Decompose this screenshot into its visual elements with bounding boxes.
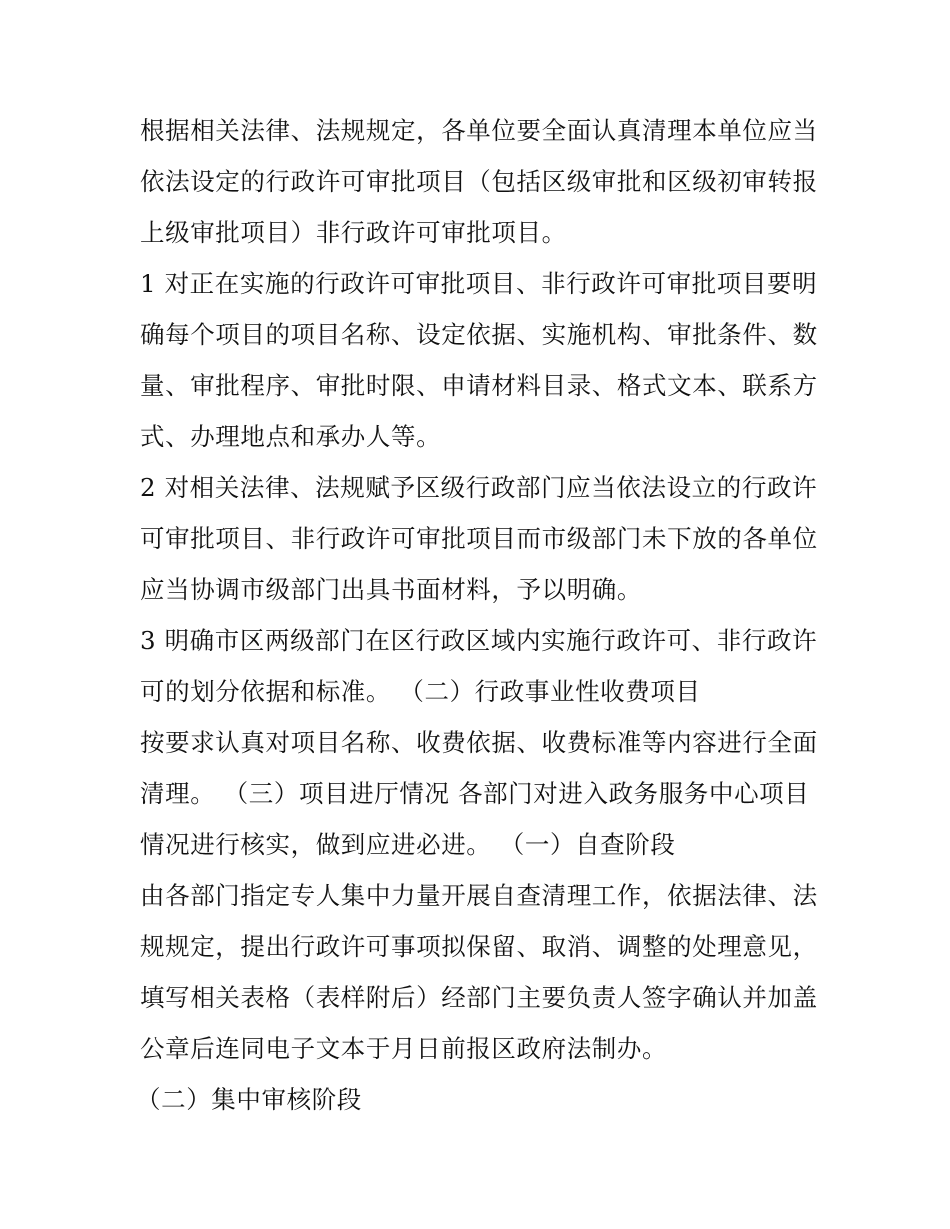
text-line-5: 确每个项目的项目名称、设定依据、实施机构、审批条件、数 <box>140 320 818 349</box>
text-line-11: 3 明确市区两级部门在区行政区域内实施行政许可、非行政许 <box>140 626 818 655</box>
text-line-12: 可的划分依据和标准。 （二）行政事业性收费项目 <box>140 677 701 706</box>
text-line-14: 清理。 （三）项目进厅情况 各部门对进入政务服务中心项目 <box>140 779 810 808</box>
text-line-1: 根据相关法律、法规规定，各单位要全面认真清理本单位应当 <box>140 116 818 145</box>
text-line-13: 按要求认真对项目名称、收费依据、收费标准等内容进行全面 <box>140 728 818 757</box>
text-line-9: 可审批项目、非行政许可审批项目而市级部门未下放的各单位 <box>140 524 818 553</box>
text-line-17: 规规定，提出行政许可事项拟保留、取消、调整的处理意见， <box>140 932 818 961</box>
text-line-10: 应当协调市级部门出具书面材料，予以明确。 <box>140 575 642 604</box>
document-body <box>136 105 820 1125</box>
section-heading: （二）集中审核阶段 <box>136 1085 362 1114</box>
text-line-15: 情况进行核实，做到应进必进。 （一）自查阶段 <box>140 830 676 859</box>
text-line-4: 1 对正在实施的行政许可审批项目、非行政许可审批项目要明 <box>140 269 818 298</box>
text-line-7: 式、办理地点和承办人等。 <box>140 422 442 451</box>
text-line-18: 填写相关表格（表样附后）经部门主要负责人签字确认并加盖 <box>140 983 818 1012</box>
text-line-6: 量、审批程序、审批时限、申请材料目录、格式文本、联系方 <box>140 371 818 400</box>
text-line-16: 由各部门指定专人集中力量开展自查清理工作，依据法律、法 <box>140 881 818 910</box>
text-line-8: 2 对相关法律、法规赋予区级行政部门应当依法设立的行政许 <box>140 473 818 502</box>
text-line-19: 公章后连同电子文本于月日前报区政府法制办。 <box>140 1034 668 1063</box>
text-line-3: 上级审批项目）非行政许可审批项目。 <box>140 218 567 247</box>
text-line-2: 依法设定的行政许可审批项目（包括区级审批和区级初审转报 <box>140 167 818 196</box>
